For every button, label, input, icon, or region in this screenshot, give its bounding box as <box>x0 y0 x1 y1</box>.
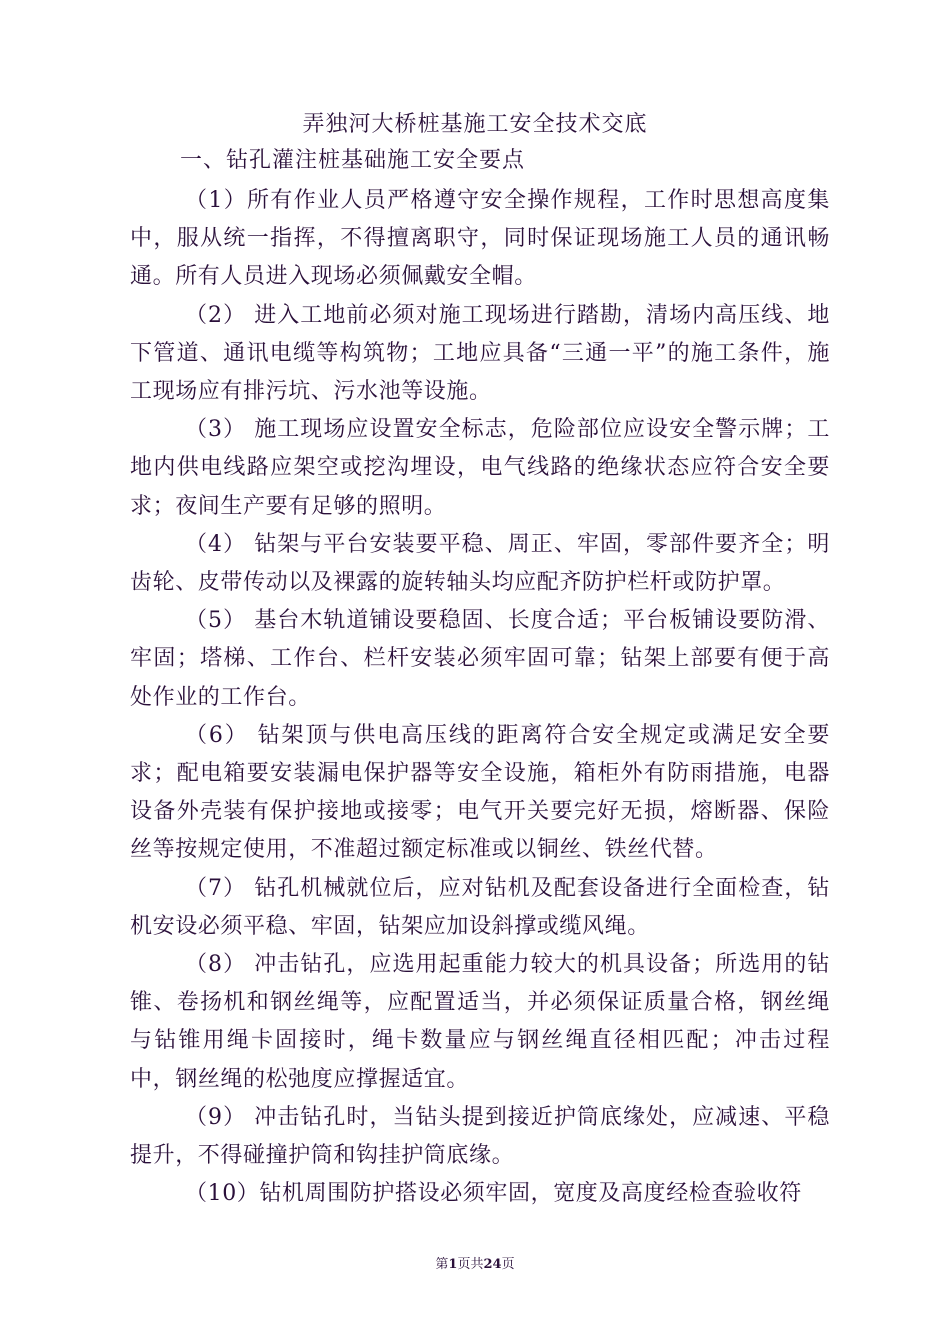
paragraph-text: 施工现场应设置安全标志，危险部位应设安全警示牌；工地内供电线路应架空或挖沟埋设，电气线路的绝缘状态应符合安全要求；夜间生产要有足够的照明。 <box>130 417 830 519</box>
paragraph-text: 基台木轨道铺设要稳固、长度合适；平台板铺设要防滑、牢固；塔梯、工作台、栏杆安装必须牢固可靠；钻架上部要有便于高处作业的工作台。 <box>130 608 830 710</box>
paragraph-2 <box>130 297 830 412</box>
paragraph-text: 钻架与平台安装要平稳、周正、牢固，零部件要齐全；明齿轮、皮带传动以及裸露的旋转轴头均应配齐防护栏杆或防护罩。 <box>130 531 830 596</box>
footer-page-number: 1 <box>448 1257 458 1272</box>
paragraph-number: （5） <box>185 608 247 634</box>
paragraph-8 <box>130 946 830 1099</box>
paragraph-number: （4） <box>185 531 247 557</box>
footer-prefix: 第 <box>435 1257 449 1272</box>
paragraph-text: 钻机周围防护搭设必须牢固，宽度及高度经检查验收符 <box>259 1181 802 1207</box>
document-body <box>130 182 830 1213</box>
paragraph-number: （2） <box>185 302 247 328</box>
document-title: 弄独河大桥桩基施工安全技术交底 <box>302 112 648 137</box>
footer-middle: 页共 <box>457 1257 484 1272</box>
section-heading: 一、钻孔灌注桩基础施工安全要点 <box>180 148 526 173</box>
paragraph-9 <box>130 1099 830 1175</box>
paragraph-text: 钻架顶与供电高压线的距离符合安全规定或满足安全要求；配电箱要安装漏电保护器等安全设施，箱柜外有防雨措施，电器设备外壳装有保护接地或接零；电气开关要完好无损，熔断器、保险丝等按规定使用，不准超过额定标准或以铜丝、铁丝代替。 <box>130 722 830 863</box>
paragraph-7 <box>130 870 830 946</box>
paragraph-text: 所有作业人员严格遵守安全操作规程，工作时思想高度集中，服从统一指挥，不得擅离职守，同时保证现场施工人员的通讯畅通。所有人员进入现场必须佩戴安全帽。 <box>130 188 830 290</box>
paragraph-1 <box>130 182 830 297</box>
paragraph-text: 冲击钻孔，应选用起重能力较大的机具设备；所选用的钻锥、卷扬机和钢丝绳等，应配置适当，并必须保证质量合格，钢丝绳与钻锥用绳卡固接时，绳卡数量应与钢丝绳直径相匹配；冲击过程中，钢丝绳的松弛度应撑握适宜。 <box>130 952 830 1092</box>
paragraph-number: （10） <box>185 1181 260 1207</box>
footer-suffix: 页 <box>501 1257 515 1272</box>
paragraph-6 <box>130 717 830 870</box>
paragraph-number: （1） <box>185 188 248 213</box>
paragraph-number: （7） <box>185 875 247 901</box>
paragraph-4 <box>130 526 830 602</box>
paragraph-3 <box>130 411 830 526</box>
paragraph-text: 钻孔机械就位后，应对钻机及配套设备进行全面检查，钻机安设必须平稳、牢固，钻架应加设斜撑或缆风绳。 <box>130 875 830 939</box>
page-footer <box>0 1256 950 1274</box>
paragraph-number: （6） <box>185 722 249 748</box>
paragraph-number: （3） <box>185 417 247 443</box>
footer-total-pages: 24 <box>483 1257 502 1272</box>
paragraph-5 <box>130 602 830 717</box>
paragraph-text: 进入工地前必须对施工现场进行踏勘，清场内高压线、地下管道、通讯电缆等构筑物；工地应具备“三通一平”的施工条件，施工现场应有排污坑、污水池等设施。 <box>130 302 830 405</box>
paragraph-number: （9） <box>185 1104 247 1130</box>
paragraph-number: （8） <box>185 952 247 978</box>
paragraph-text: 冲击钻孔时，当钻头提到接近护筒底缘处，应减速、平稳提升，不得碰撞护筒和钩挂护筒底缘。 <box>130 1104 830 1169</box>
paragraph-10 <box>130 1175 830 1213</box>
